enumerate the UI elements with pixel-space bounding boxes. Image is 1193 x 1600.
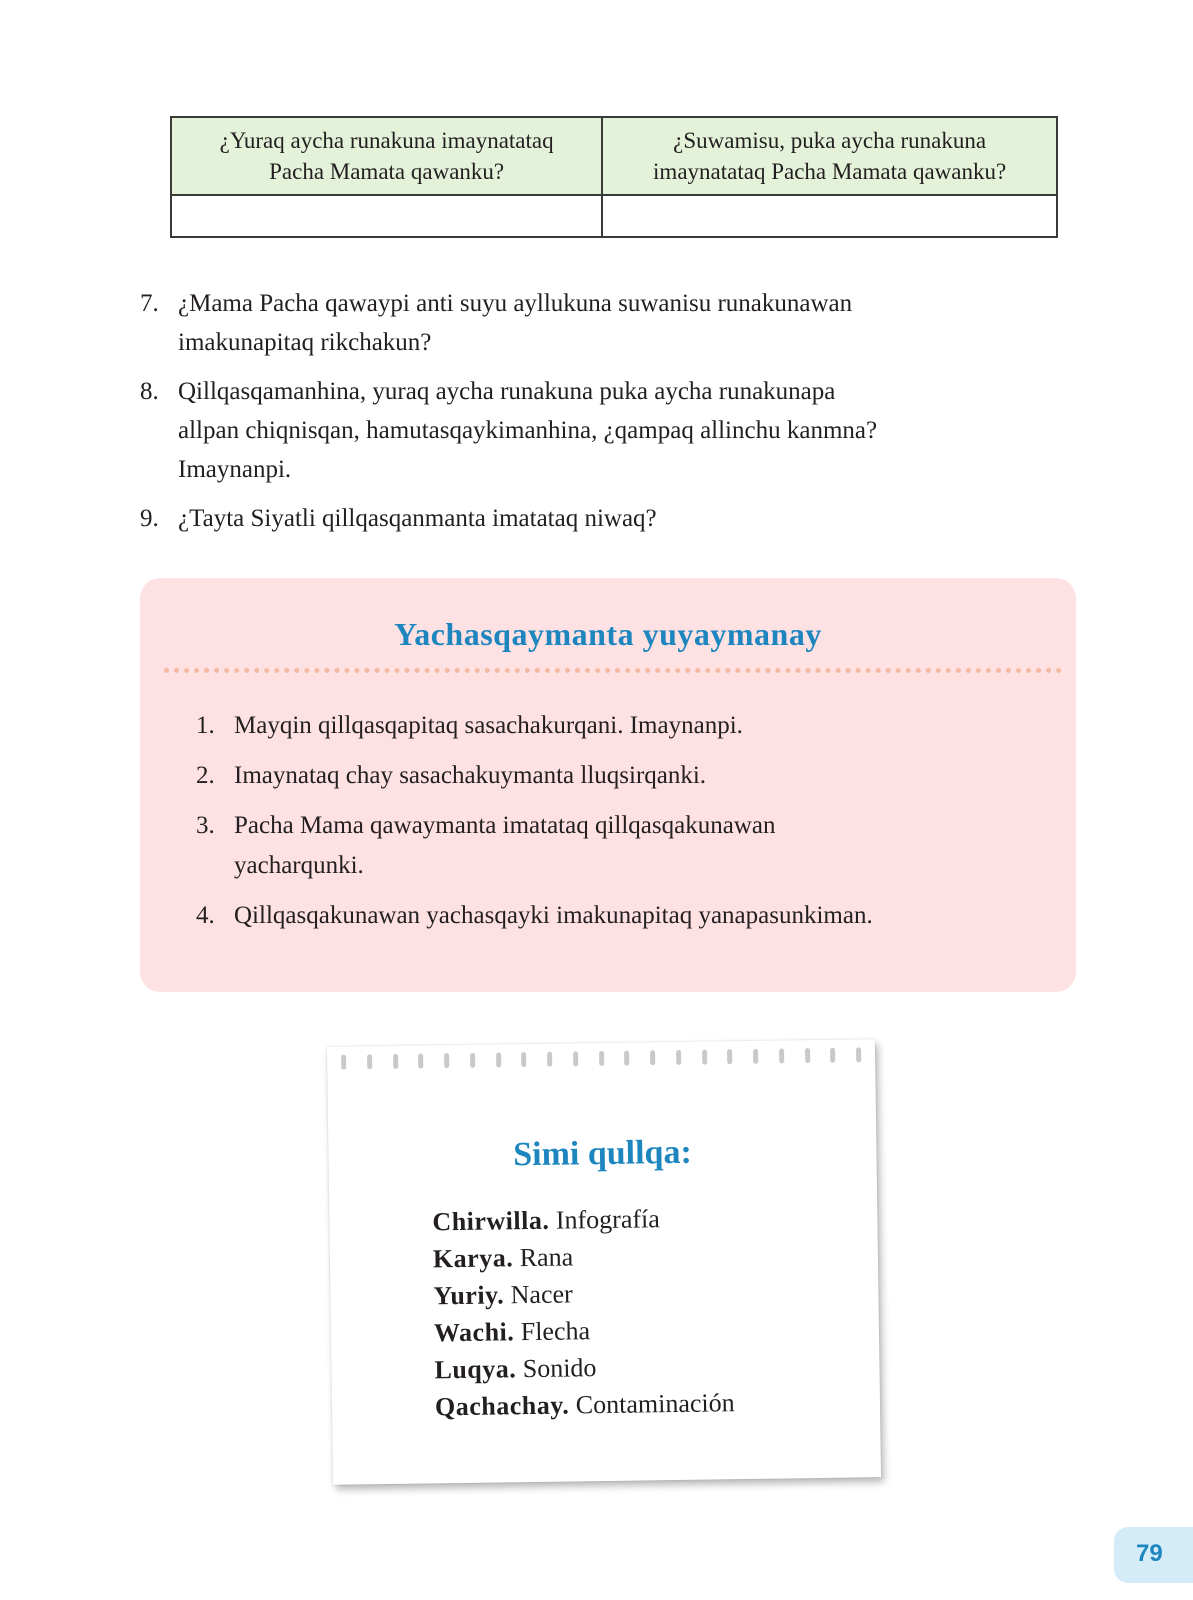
comparison-table: [170, 116, 1058, 238]
hole-mark: [676, 1050, 681, 1065]
hole-mark: [599, 1051, 604, 1066]
glossary-entry: [434, 1310, 734, 1351]
glossary-meaning: Contaminación: [575, 1388, 735, 1420]
reflection-number: 4.: [196, 902, 215, 929]
question-item: [136, 284, 1036, 362]
question-item: [136, 499, 1036, 538]
hole-mark: [418, 1054, 423, 1069]
hole-mark: [521, 1052, 526, 1067]
glossary-entry: [433, 1273, 733, 1314]
table-header-cell-1: [171, 117, 602, 195]
question-text-line: Qillqasqamanhina, yuraq aycha runakuna puka aycha runakunapa: [178, 378, 836, 405]
hole-mark: [444, 1053, 449, 1068]
question-number: 7.: [140, 290, 159, 317]
glossary-note-card: [327, 1039, 881, 1485]
hole-mark: [856, 1047, 861, 1062]
hole-mark: [341, 1055, 346, 1070]
reflection-item: [196, 706, 1056, 746]
hole-mark: [547, 1052, 552, 1067]
answer-cell-2[interactable]: [602, 195, 1057, 237]
question-text-line: imakunapitaq rikchakun?: [178, 329, 432, 356]
reflection-text-line: Mayqin qillqasqapitaq sasachakurqani. Imaynanpi.: [234, 712, 743, 739]
reflection-title: Yachasqaymanta yuyaymanay: [394, 616, 822, 652]
question-item: [136, 372, 1036, 489]
glossary-entry: [433, 1236, 733, 1277]
reflection-number: 2.: [196, 762, 215, 789]
header-1-line-2: Pacha Mamata qawanku?: [269, 159, 505, 184]
reflection-box: [140, 578, 1076, 992]
glossary-title: Simi qullqa:: [512, 1133, 693, 1174]
question-text-line: Imaynanpi.: [178, 456, 292, 483]
glossary-term: Yuriy.: [433, 1280, 505, 1311]
question-list: [136, 284, 1036, 548]
glossary-term: Chirwilla.: [432, 1205, 550, 1237]
hole-mark: [830, 1048, 835, 1063]
hole-mark: [573, 1051, 578, 1066]
table-header-cell-2: [602, 117, 1057, 195]
hole-mark: [496, 1052, 501, 1067]
glossary-meaning: Flecha: [520, 1316, 591, 1347]
question-number: 8.: [140, 378, 159, 405]
reflection-text-line: Qillqasqakunawan yachasqayki imakunapitaq yanapasunkiman.: [234, 902, 873, 929]
reflection-item: [196, 806, 1056, 886]
question-text-line: allpan chiqnisqan, hamutasqaykimanhina, ¿qampaq allinchu kanmna?: [178, 417, 878, 444]
reflection-item: [196, 896, 1056, 936]
glossary-entry: [432, 1199, 732, 1240]
glossary-meaning: Infografía: [555, 1204, 660, 1235]
hole-mark: [779, 1048, 784, 1063]
reflection-number: 3.: [196, 812, 215, 839]
glossary-meaning: Sonido: [522, 1353, 597, 1384]
hole-mark: [624, 1051, 629, 1066]
page-number: 79: [1136, 1540, 1163, 1567]
answer-cell-1[interactable]: [171, 195, 602, 237]
reflection-text-line: Pacha Mama qawaymanta imatataq qillqasqakunawan: [234, 812, 776, 839]
hole-mark: [393, 1054, 398, 1069]
reflection-text-line: yacharqunki.: [234, 852, 364, 879]
hole-mark: [727, 1049, 732, 1064]
header-2-line-1: ¿Suwamisu, puka aycha runakuna: [673, 128, 987, 153]
question-number: 9.: [140, 505, 159, 532]
table-header-row: [171, 117, 1057, 195]
reflection-list: [196, 706, 1056, 946]
glossary-term: Wachi.: [433, 1317, 515, 1348]
glossary-meaning: Nacer: [510, 1279, 573, 1310]
hole-mark: [367, 1054, 372, 1069]
notebook-holes: [341, 1047, 861, 1074]
header-2-line-2: imaynatataq Pacha Mamata qawanku?: [653, 159, 1007, 184]
glossary-term: Qachachay.: [434, 1390, 570, 1422]
glossary-entry: [435, 1384, 735, 1425]
hole-mark: [650, 1050, 655, 1065]
question-text-line: ¿Tayta Siyatli qillqasqanmanta imatataq niwaq?: [178, 505, 657, 532]
table-answer-row: [171, 195, 1057, 237]
page-number-tab: [1114, 1527, 1193, 1583]
reflection-number: 1.: [196, 712, 215, 739]
hole-mark: [805, 1048, 810, 1063]
question-text-line: ¿Mama Pacha qawaypi anti suyu ayllukuna suwanisu runakunawan: [178, 290, 853, 317]
glossary-meaning: Rana: [519, 1242, 574, 1273]
glossary-entry: [434, 1347, 734, 1388]
hole-mark: [753, 1049, 758, 1064]
glossary-term: Karya.: [432, 1243, 514, 1274]
glossary-list: [432, 1199, 735, 1425]
hole-mark: [470, 1053, 475, 1068]
glossary-term: Luqya.: [434, 1354, 517, 1385]
dotted-divider: [164, 668, 1062, 673]
reflection-item: [196, 756, 1056, 796]
reflection-text-line: Imaynataq chay sasachakuymanta lluqsirqanki.: [234, 762, 707, 789]
hole-mark: [702, 1050, 707, 1065]
header-1-line-1: ¿Yuraq aycha runakuna imaynatataq: [219, 128, 554, 153]
